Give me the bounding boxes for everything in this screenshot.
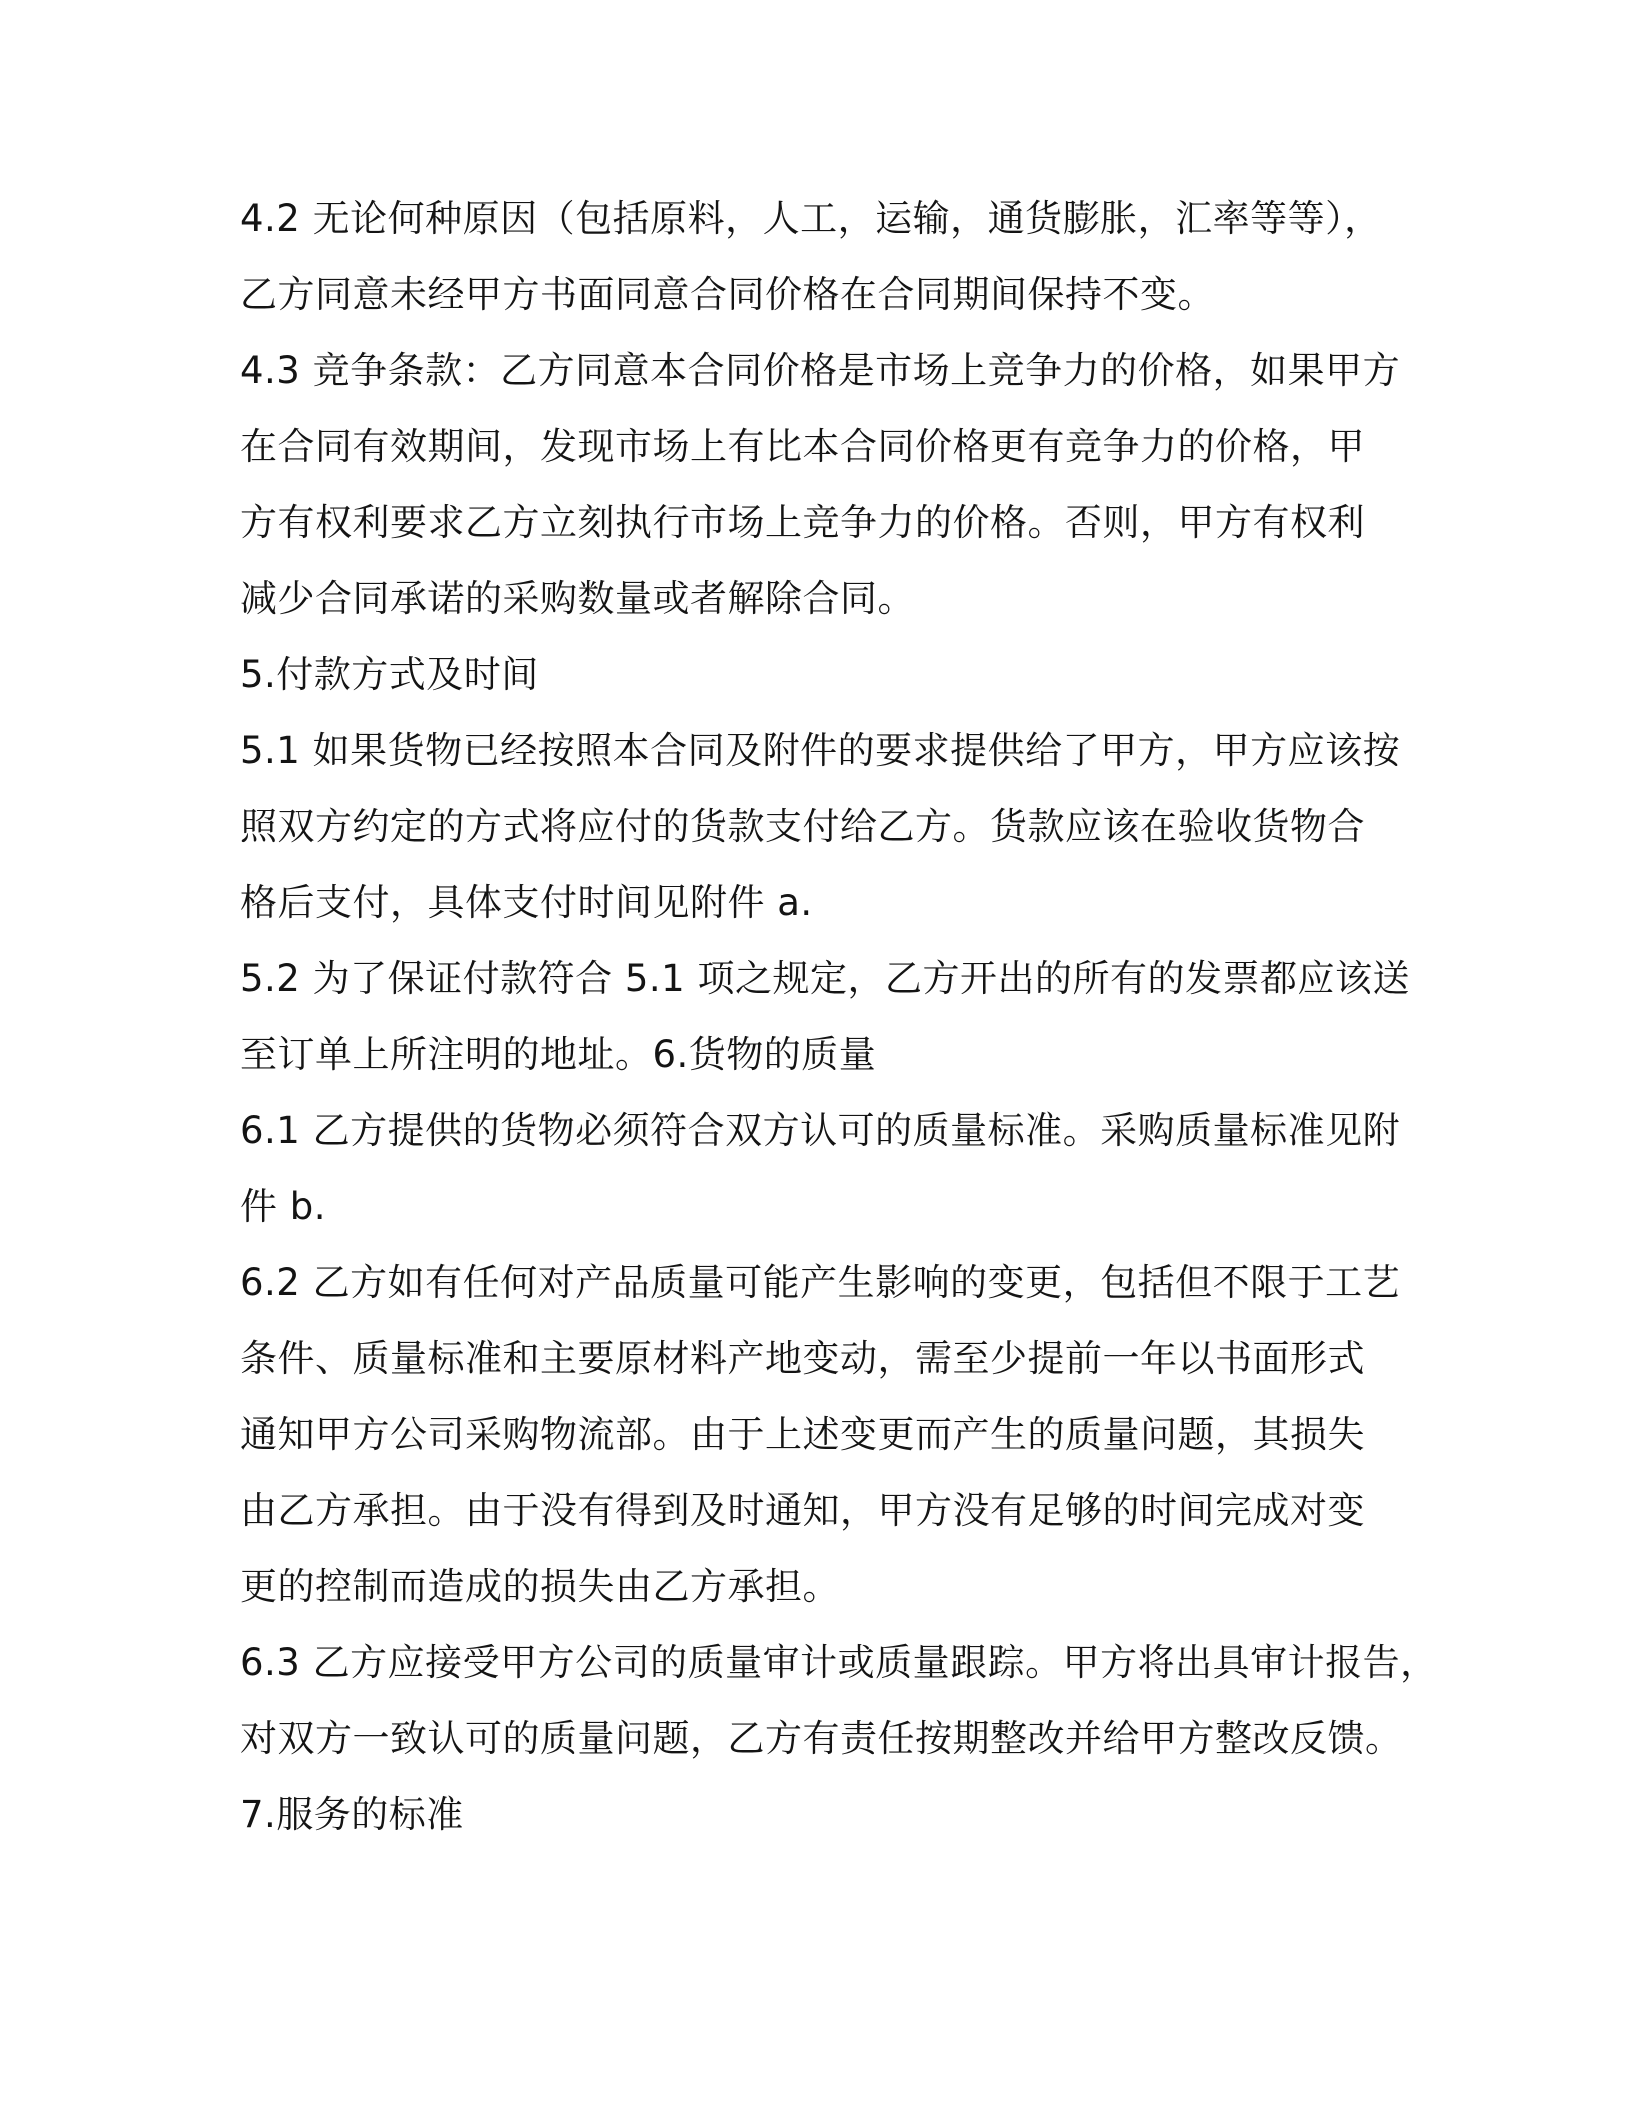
text-line-4-2-b: 乙方同意未经甲方书面同意合同价格在合同期间保持不变。 bbox=[240, 273, 1215, 316]
text-line-5-2-a: 5.2 为了保证付款符合 5.1 项之规定，乙方开出的所有的发票都应该送 bbox=[240, 957, 1410, 1000]
text-line-6-1-a: 6.1 乙方提供的货物必须符合双方认可的质量标准。采购质量标准见附 bbox=[240, 1109, 1401, 1152]
text-line-6-1-b: 件 b. bbox=[240, 1185, 327, 1228]
text-line-6-2-d: 由乙方承担。由于没有得到及时通知，甲方没有足够的时间完成对变 bbox=[240, 1489, 1365, 1532]
text-line-5-1-a: 5.1 如果货物已经按照本合同及附件的要求提供给了甲方，甲方应该按 bbox=[240, 729, 1401, 772]
text-line-5-1-c: 格后支付，具体支付时间见附件 a. bbox=[240, 881, 813, 924]
text-line-6-2-b: 条件、质量标准和主要原材料产地变动，需至少提前一年以书面形式 bbox=[240, 1337, 1365, 1380]
text-line-6-2-e: 更的控制而造成的损失由乙方承担。 bbox=[240, 1565, 840, 1608]
text-line-6-2-c: 通知甲方公司采购物流部。由于上述变更而产生的质量问题，其损失 bbox=[240, 1413, 1365, 1456]
text-line-6-3-b: 对双方一致认可的质量问题，乙方有责任按期整改并给甲方整改反馈。 bbox=[240, 1717, 1403, 1760]
section-heading-7: 7.服务的标准 bbox=[240, 1793, 464, 1836]
text-line-6-2-a: 6.2 乙方如有任何对产品质量可能产生影响的变更，包括但不限于工艺 bbox=[240, 1261, 1401, 1304]
text-line-4-3-a: 4.3 竞争条款：乙方同意本合同价格是市场上竞争力的价格，如果甲方 bbox=[240, 349, 1401, 392]
text-line-6-3-a: 6.3 乙方应接受甲方公司的质量审计或质量跟踪。甲方将出具审计报告， bbox=[240, 1641, 1438, 1684]
text-line-5-2-b: 至订单上所注明的地址。6.货物的质量 bbox=[240, 1033, 877, 1076]
text-line-5-1-b: 照双方约定的方式将应付的货款支付给乙方。货款应该在验收货物合 bbox=[240, 805, 1365, 848]
text-line-4-3-c: 方有权利要求乙方立刻执行市场上竞争力的价格。否则，甲方有权利 bbox=[240, 501, 1365, 544]
text-line-4-3-b: 在合同有效期间，发现市场上有比本合同价格更有竞争力的价格，甲 bbox=[240, 425, 1365, 468]
section-heading-5: 5.付款方式及时间 bbox=[240, 653, 539, 696]
text-line-4-3-d: 减少合同承诺的采购数量或者解除合同。 bbox=[240, 577, 915, 620]
text-line-4-2-a: 4.2 无论何种原因（包括原料，人工，运输，通货膨胀，汇率等等）， bbox=[240, 197, 1382, 240]
